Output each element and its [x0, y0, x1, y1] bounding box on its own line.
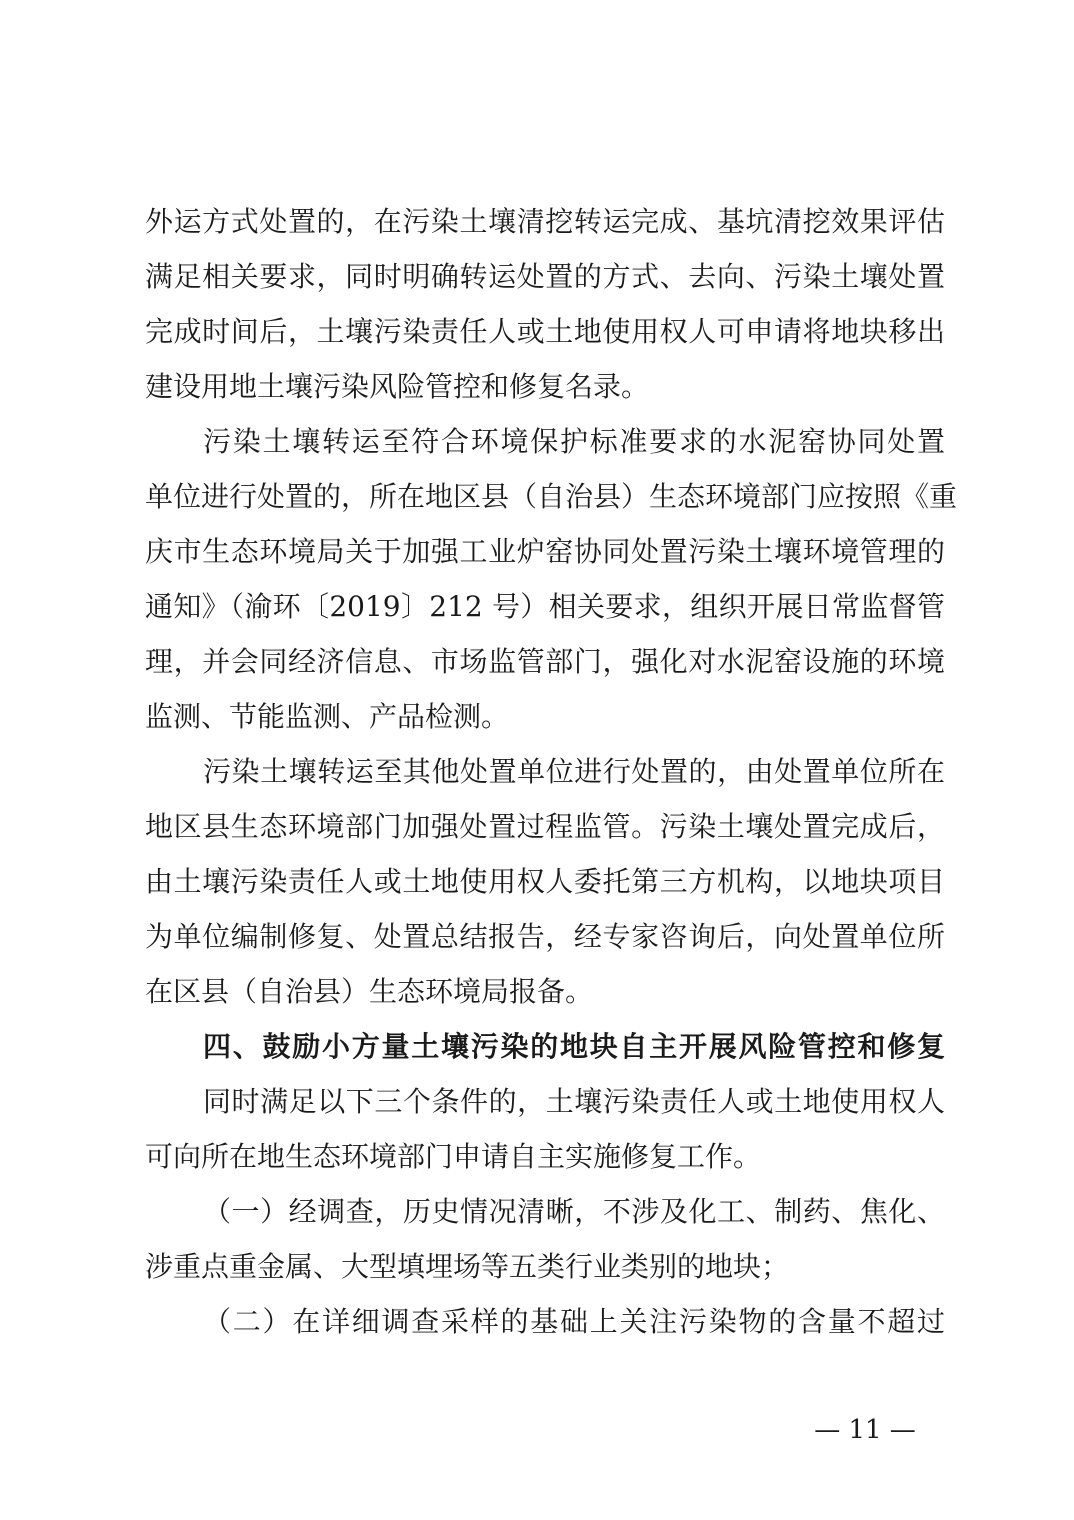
body-text-line: 污染土壤转运至其他处置单位进行处置的，由处置单位所在 [203, 755, 945, 788]
body-text-line: 为单位编制修复、处置总结报告，经专家咨询后，向处置单位所 [145, 920, 945, 953]
page-number: — 11 — [814, 1415, 916, 1445]
body-text-line: 地区县生态环境部门加强处置过程监管。污染土壤处置完成后， [145, 810, 945, 843]
list-item-line: 涉重点重金属、大型填埋场等五类行业类别的地块； [145, 1250, 790, 1283]
body-text-line: 单位进行处置的，所在地区县（自治县）生态环境部门应按照《重 [145, 480, 958, 513]
body-text-line: 监测、节能监测、产品检测。 [145, 700, 510, 733]
body-text-line: 理，并会同经济信息、市场监管部门，强化对水泥窑设施的环境 [145, 645, 945, 678]
body-text-line: 完成时间后，土壤污染责任人或土地使用权人可申请将地块移出 [145, 315, 945, 348]
body-text-line: 通知》（渝环〔2019〕212 号）相关要求，组织开展日常监督管 [145, 590, 945, 623]
body-text-line: 由土壤污染责任人或土地使用权人委托第三方机构，以地块项目 [145, 865, 945, 898]
section-heading: 四、鼓励小方量土壤污染的地块自主开展风险管控和修复 [203, 1030, 945, 1063]
list-item-line: （一）经调查，历史情况清晰，不涉及化工、制药、焦化、 [203, 1195, 945, 1228]
body-text-line: 建设用地土壤污染风险管控和修复名录。 [145, 370, 650, 403]
body-text-line: 满足相关要求，同时明确转运处置的方式、去向、污染土壤处置 [145, 260, 945, 293]
body-text-line: 在区县（自治县）生态环境局报备。 [145, 975, 594, 1008]
list-item-line: （二）在详细调查采样的基础上关注污染物的含量不超过 [203, 1305, 945, 1338]
body-text-line: 庆市生态环境局关于加强工业炉窑协同处置污染土壤环境管理的 [145, 535, 945, 568]
body-text-line: 同时满足以下三个条件的，土壤污染责任人或土地使用权人 [203, 1085, 945, 1118]
body-text-line: 可向所在地生态环境部门申请自主实施修复工作。 [145, 1140, 762, 1173]
body-text-line: 外运方式处置的，在污染土壤清挖转运完成、基坑清挖效果评估 [145, 205, 945, 238]
body-text-line: 污染土壤转运至符合环境保护标准要求的水泥窑协同处置 [203, 425, 945, 458]
